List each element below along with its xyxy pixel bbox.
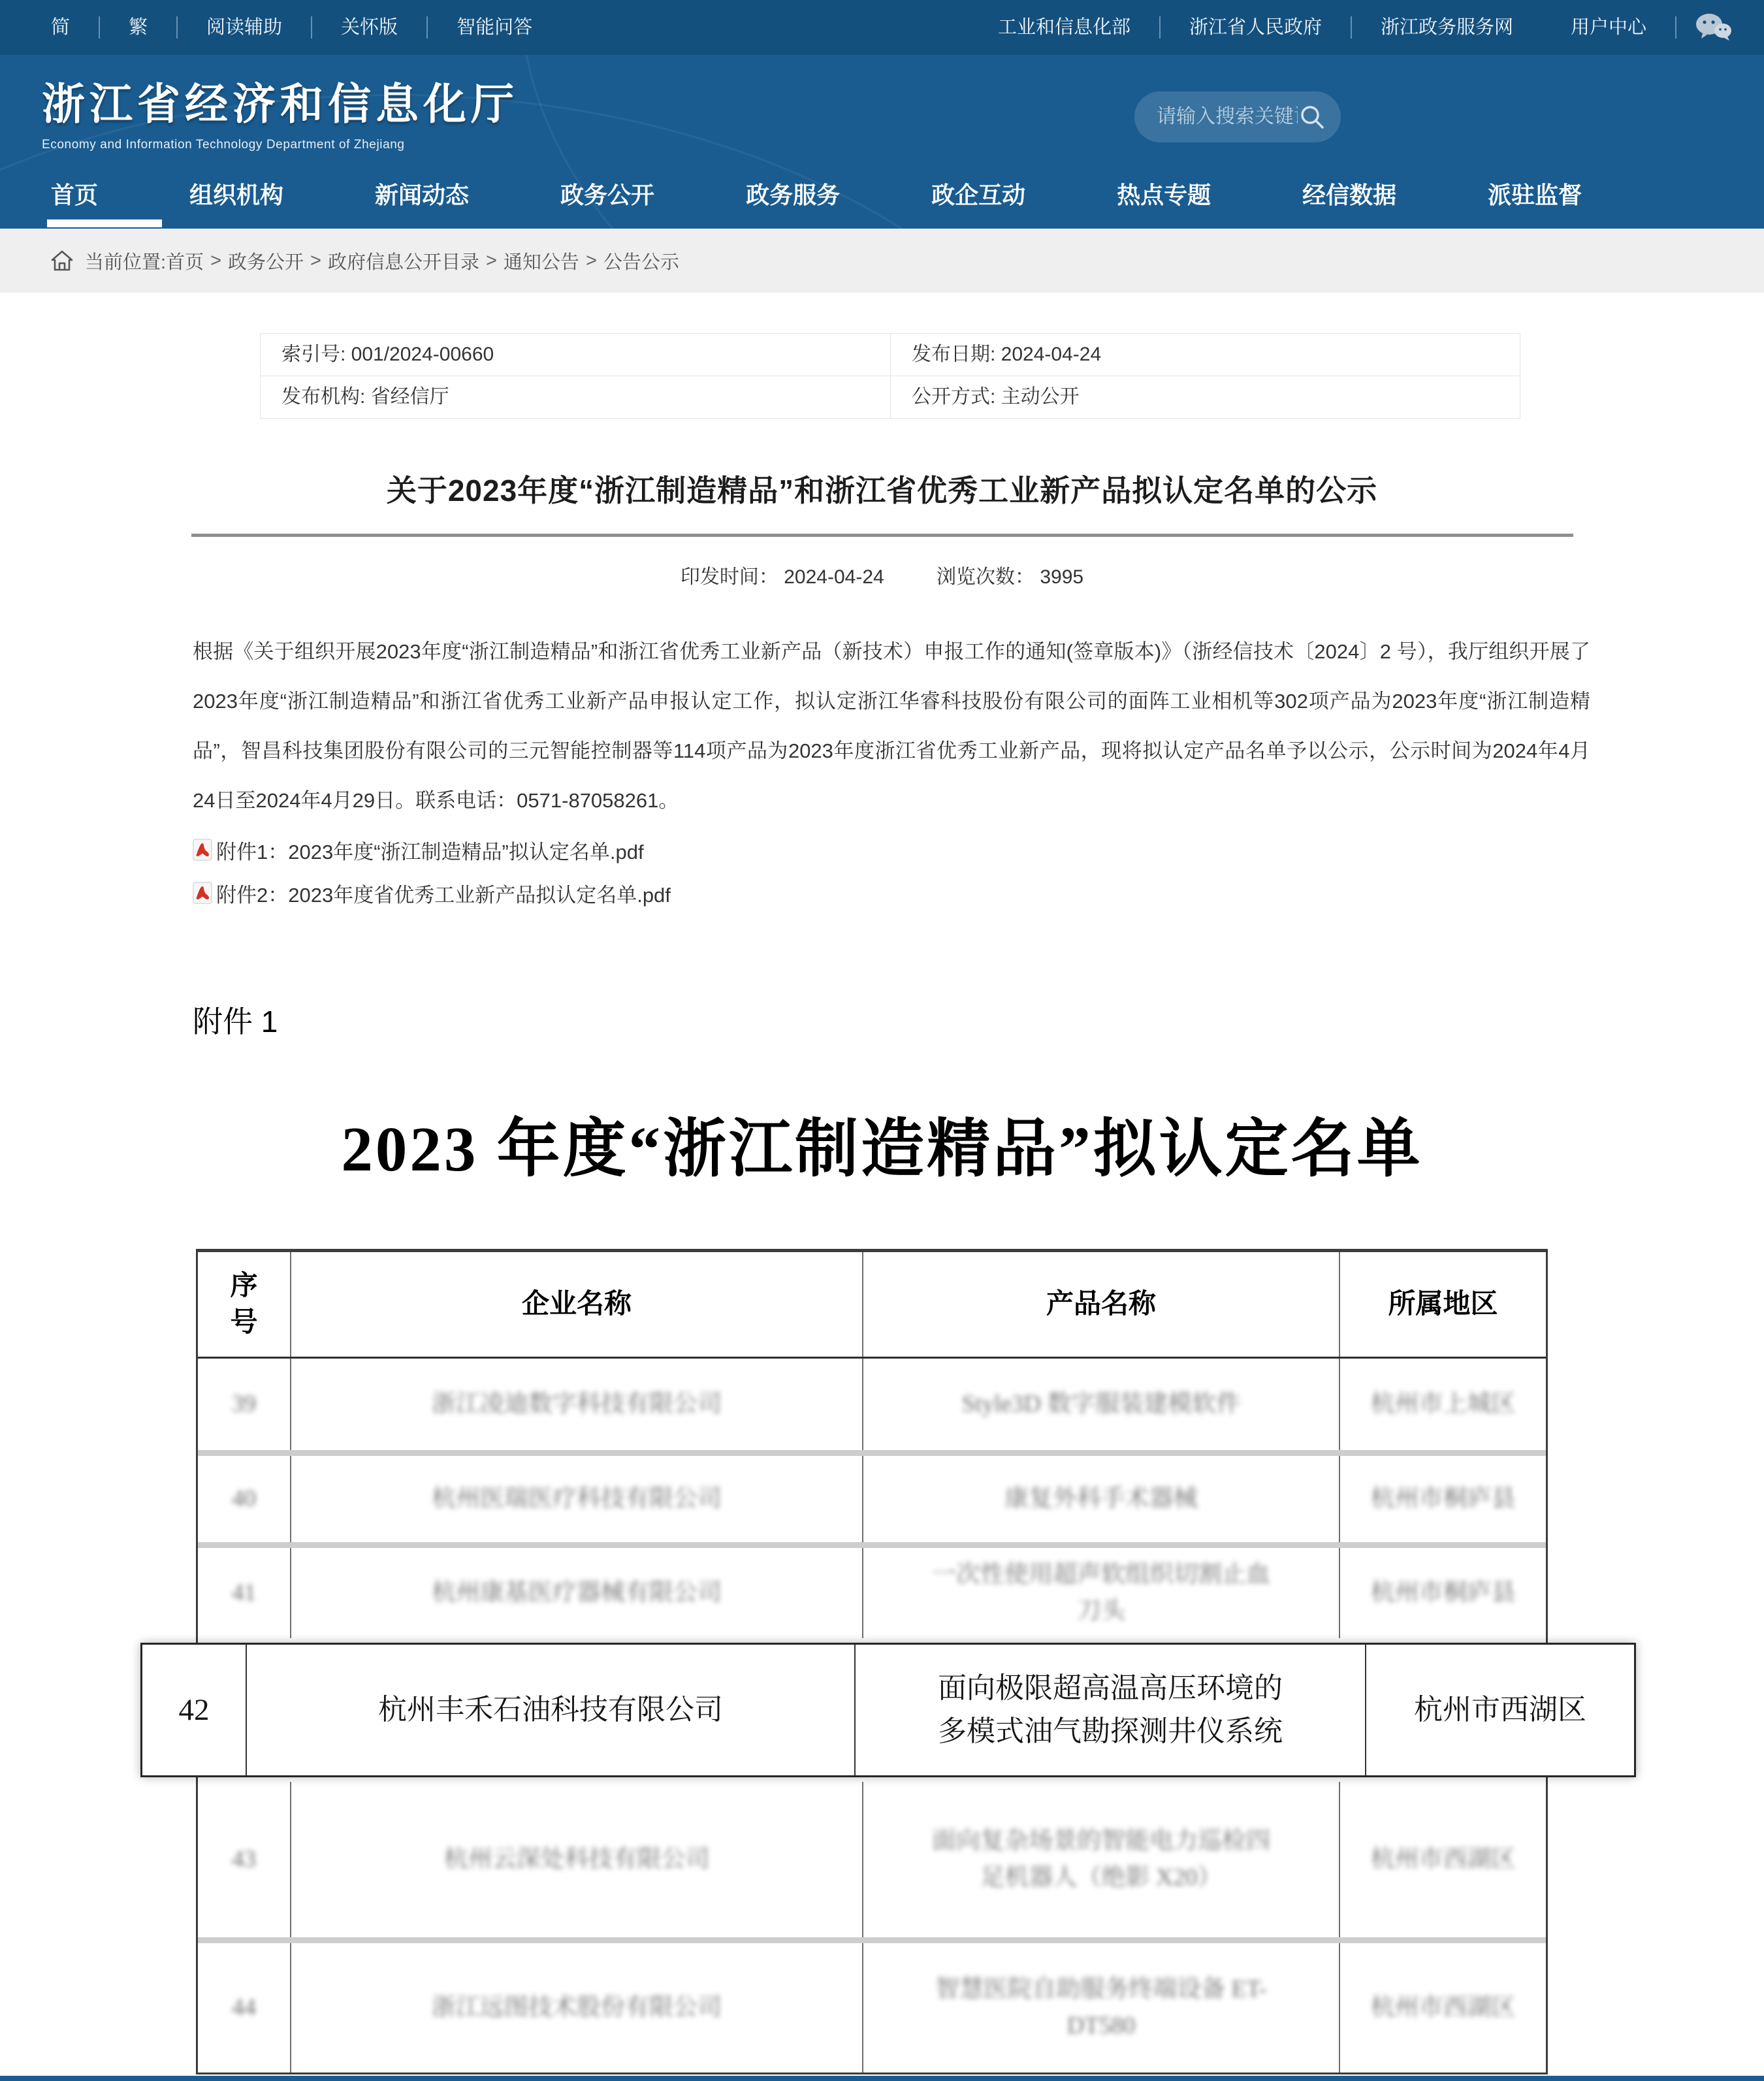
nav-item-gov-service[interactable]: 政务服务 xyxy=(746,182,841,208)
cell-company: 杭州医瑞医疗科技有限公司 xyxy=(432,1485,722,1512)
annex-table xyxy=(178,1249,1586,2074)
topbar-link-smart-qa[interactable]: 智能问答 xyxy=(457,17,533,38)
breadcrumb-gov-affairs[interactable]: 政务公开 xyxy=(228,251,304,273)
site-logo[interactable] xyxy=(42,69,519,152)
attachments xyxy=(193,828,1764,914)
cell-region: 杭州市西湖区 xyxy=(1365,1645,1634,1775)
site-header xyxy=(0,55,1764,229)
meta-publish-method: 公开方式: 主动公开 xyxy=(890,376,1520,418)
cell-product: 智慧医院自助服务终端设备 ET-DT580 xyxy=(935,1976,1267,2039)
cell-region: 杭州市西湖区 xyxy=(1370,1994,1516,2021)
table-row xyxy=(198,1359,1546,1450)
meta-index-number: 索引号: 001/2024-00660 xyxy=(281,344,494,365)
cell-company: 浙江凌迪数字科技有限公司 xyxy=(432,1391,722,1417)
cell-serial: 39 xyxy=(232,1391,256,1417)
header-region: 所属地区 xyxy=(1339,1252,1546,1357)
topbar-right-links xyxy=(969,16,1676,39)
cell-company: 杭州康基医疗器械有限公司 xyxy=(432,1579,722,1606)
breadcrumb-info-catalog[interactable]: 政府信息公开目录 xyxy=(327,251,479,273)
nav-item-supervision[interactable]: 派驻监督 xyxy=(1488,182,1582,208)
breadcrumb-notices[interactable]: 通知公告 xyxy=(503,251,579,273)
site-title-en: Economy and Information Technology Department of Zhejiang xyxy=(42,138,405,152)
footer-strip xyxy=(0,2076,1764,2081)
nav-item-hot-topics[interactable]: 热点专题 xyxy=(1117,182,1211,208)
home-icon xyxy=(51,250,73,271)
table-row-highlighted xyxy=(140,1643,1636,1777)
attachment-link-2[interactable]: 附件2：2023年度省优秀工业新产品拟认定名单.pdf xyxy=(216,883,671,907)
topbar-link-zj-service[interactable]: 浙江政务服务网 xyxy=(1380,17,1513,38)
cell-product: 康复外科手术器械 xyxy=(1004,1485,1198,1512)
cell-serial: 44 xyxy=(232,1994,256,2021)
annex-doc-title: 2023 年度“浙江制造精品”拟认定名单 xyxy=(341,1114,1423,1184)
topbar-link-care-version[interactable]: 关怀版 xyxy=(312,16,428,39)
attachment-row xyxy=(193,828,1764,871)
header-serial: 序号 xyxy=(230,1271,258,1338)
article-content xyxy=(0,333,1764,2074)
site-title: 浙江省经济和信息化厅 xyxy=(42,80,519,128)
cell-serial: 42 xyxy=(178,1693,210,1727)
table-row xyxy=(198,1542,1546,1638)
meta-row xyxy=(261,376,1520,418)
cell-region: 杭州市桐庐县 xyxy=(1370,1579,1516,1606)
main-nav xyxy=(0,176,1764,229)
topbar xyxy=(0,0,1764,55)
article-meta xyxy=(0,560,1764,589)
table-row xyxy=(198,1782,1546,1937)
pdf-icon xyxy=(193,882,212,904)
breadcrumb xyxy=(0,229,1764,293)
page-title: 关于2023年度“浙江制造精品”和浙江省优秀工业新产品拟认定名单的公示 xyxy=(386,474,1378,508)
breadcrumb-separator: > xyxy=(485,250,497,271)
meta-row xyxy=(261,334,1520,376)
cell-product: 一次性使用超声软组织切割止血刀头 xyxy=(932,1561,1270,1624)
breadcrumb-home[interactable]: 首页 xyxy=(166,251,204,273)
cell-company: 浙江远图技术股份有限公司 xyxy=(432,1994,722,2021)
breadcrumb-separator: > xyxy=(585,250,597,271)
topbar-left-links xyxy=(51,16,561,39)
search-box xyxy=(1134,91,1341,142)
nav-item-organization[interactable]: 组织机构 xyxy=(189,182,284,208)
topbar-link-miit[interactable]: 工业和信息化部 xyxy=(969,16,1161,39)
attachment-row xyxy=(193,871,1764,914)
cell-serial: 40 xyxy=(232,1485,256,1512)
cell-company: 杭州云深处科技有限公司 xyxy=(443,1846,710,1873)
topbar-link-traditional[interactable]: 繁 xyxy=(100,16,178,39)
search-input[interactable] xyxy=(1155,105,1299,129)
meta-publish-org: 发布机构: 省经信厅 xyxy=(281,386,449,408)
annex-label: 附件 1 xyxy=(193,1005,278,1039)
nav-item-interaction[interactable]: 政企互动 xyxy=(931,182,1026,208)
nav-item-gov-affairs[interactable]: 政务公开 xyxy=(560,182,655,208)
cell-company: 杭州丰禾石油科技有限公司 xyxy=(246,1645,854,1775)
nav-item-news[interactable]: 新闻动态 xyxy=(375,182,470,208)
print-date: 印发时间： 2024-04-24 xyxy=(680,566,884,588)
attachment-link-1[interactable]: 附件1：2023年度“浙江制造精品”拟认定名单.pdf xyxy=(216,840,644,863)
breadcrumb-announcements[interactable]: 公告公示 xyxy=(603,251,679,273)
pdf-icon xyxy=(193,839,212,861)
title-divider xyxy=(191,534,1573,537)
cell-serial: 41 xyxy=(232,1579,256,1606)
table-row xyxy=(198,1450,1546,1542)
header-product: 产品名称 xyxy=(862,1252,1339,1357)
cell-product: Style3D 数字服装建模软件 xyxy=(961,1391,1241,1417)
cell-product: 面向极限超高温高压环境的多模式油气勘探测井仪系统 xyxy=(854,1645,1365,1775)
cell-region: 杭州市桐庐县 xyxy=(1370,1485,1516,1512)
banner xyxy=(0,55,1764,176)
nav-item-data[interactable]: 经信数据 xyxy=(1302,182,1397,208)
cell-serial: 43 xyxy=(232,1846,256,1873)
nav-item-home[interactable]: 首页 xyxy=(51,176,98,214)
wechat-icon[interactable] xyxy=(1695,12,1733,42)
topbar-right xyxy=(969,12,1733,42)
search-icon[interactable] xyxy=(1299,104,1325,130)
document-meta-table xyxy=(260,333,1520,419)
cell-region: 杭州市西湖区 xyxy=(1370,1846,1516,1873)
header-company: 企业名称 xyxy=(290,1252,862,1357)
topbar-link-simplified[interactable]: 简 xyxy=(51,16,100,39)
table-header-row xyxy=(198,1252,1546,1359)
topbar-link-reading-aid[interactable]: 阅读辅助 xyxy=(178,16,312,39)
table-row xyxy=(198,1937,1546,2073)
topbar-link-user-center[interactable]: 用户中心 xyxy=(1542,16,1676,39)
breadcrumb-prefix: 当前位置: xyxy=(85,251,167,273)
article-body: 根据《关于组织开展2023年度“浙江制造精品”和浙江省优秀工业新产品（新技术）申报工作的通知(签章版本)》（浙经信技术〔2024〕2 号），我厅组织开展了2023年度“浙江制造精品”和浙江省优秀工业新产品申报认定工作，拟认定浙江华睿科技股份有限公司的面阵工业相机等302项产品为2023年度“浙江制造精品”，智昌科技集团股份有限公司的三元智能控制器等114项产品为2023年度浙江省优秀工业新产品，现将拟认定产品名单予以公示，公示时间为2024年4月24日至2024年4月29日。联系电话：0571-87058261。 xyxy=(193,640,1590,812)
cell-region: 杭州市上城区 xyxy=(1370,1391,1516,1417)
breadcrumb-separator: > xyxy=(210,250,222,271)
breadcrumb-separator: > xyxy=(310,250,321,271)
meta-publish-date: 发布日期: 2024-04-24 xyxy=(890,334,1520,376)
topbar-link-zj-gov[interactable]: 浙江省人民政府 xyxy=(1161,16,1352,39)
cell-product: 面向复杂场景的智能电力巡检四足机器人（绝影 X20） xyxy=(932,1828,1270,1891)
view-count: 浏览次数： 3995 xyxy=(937,566,1084,588)
